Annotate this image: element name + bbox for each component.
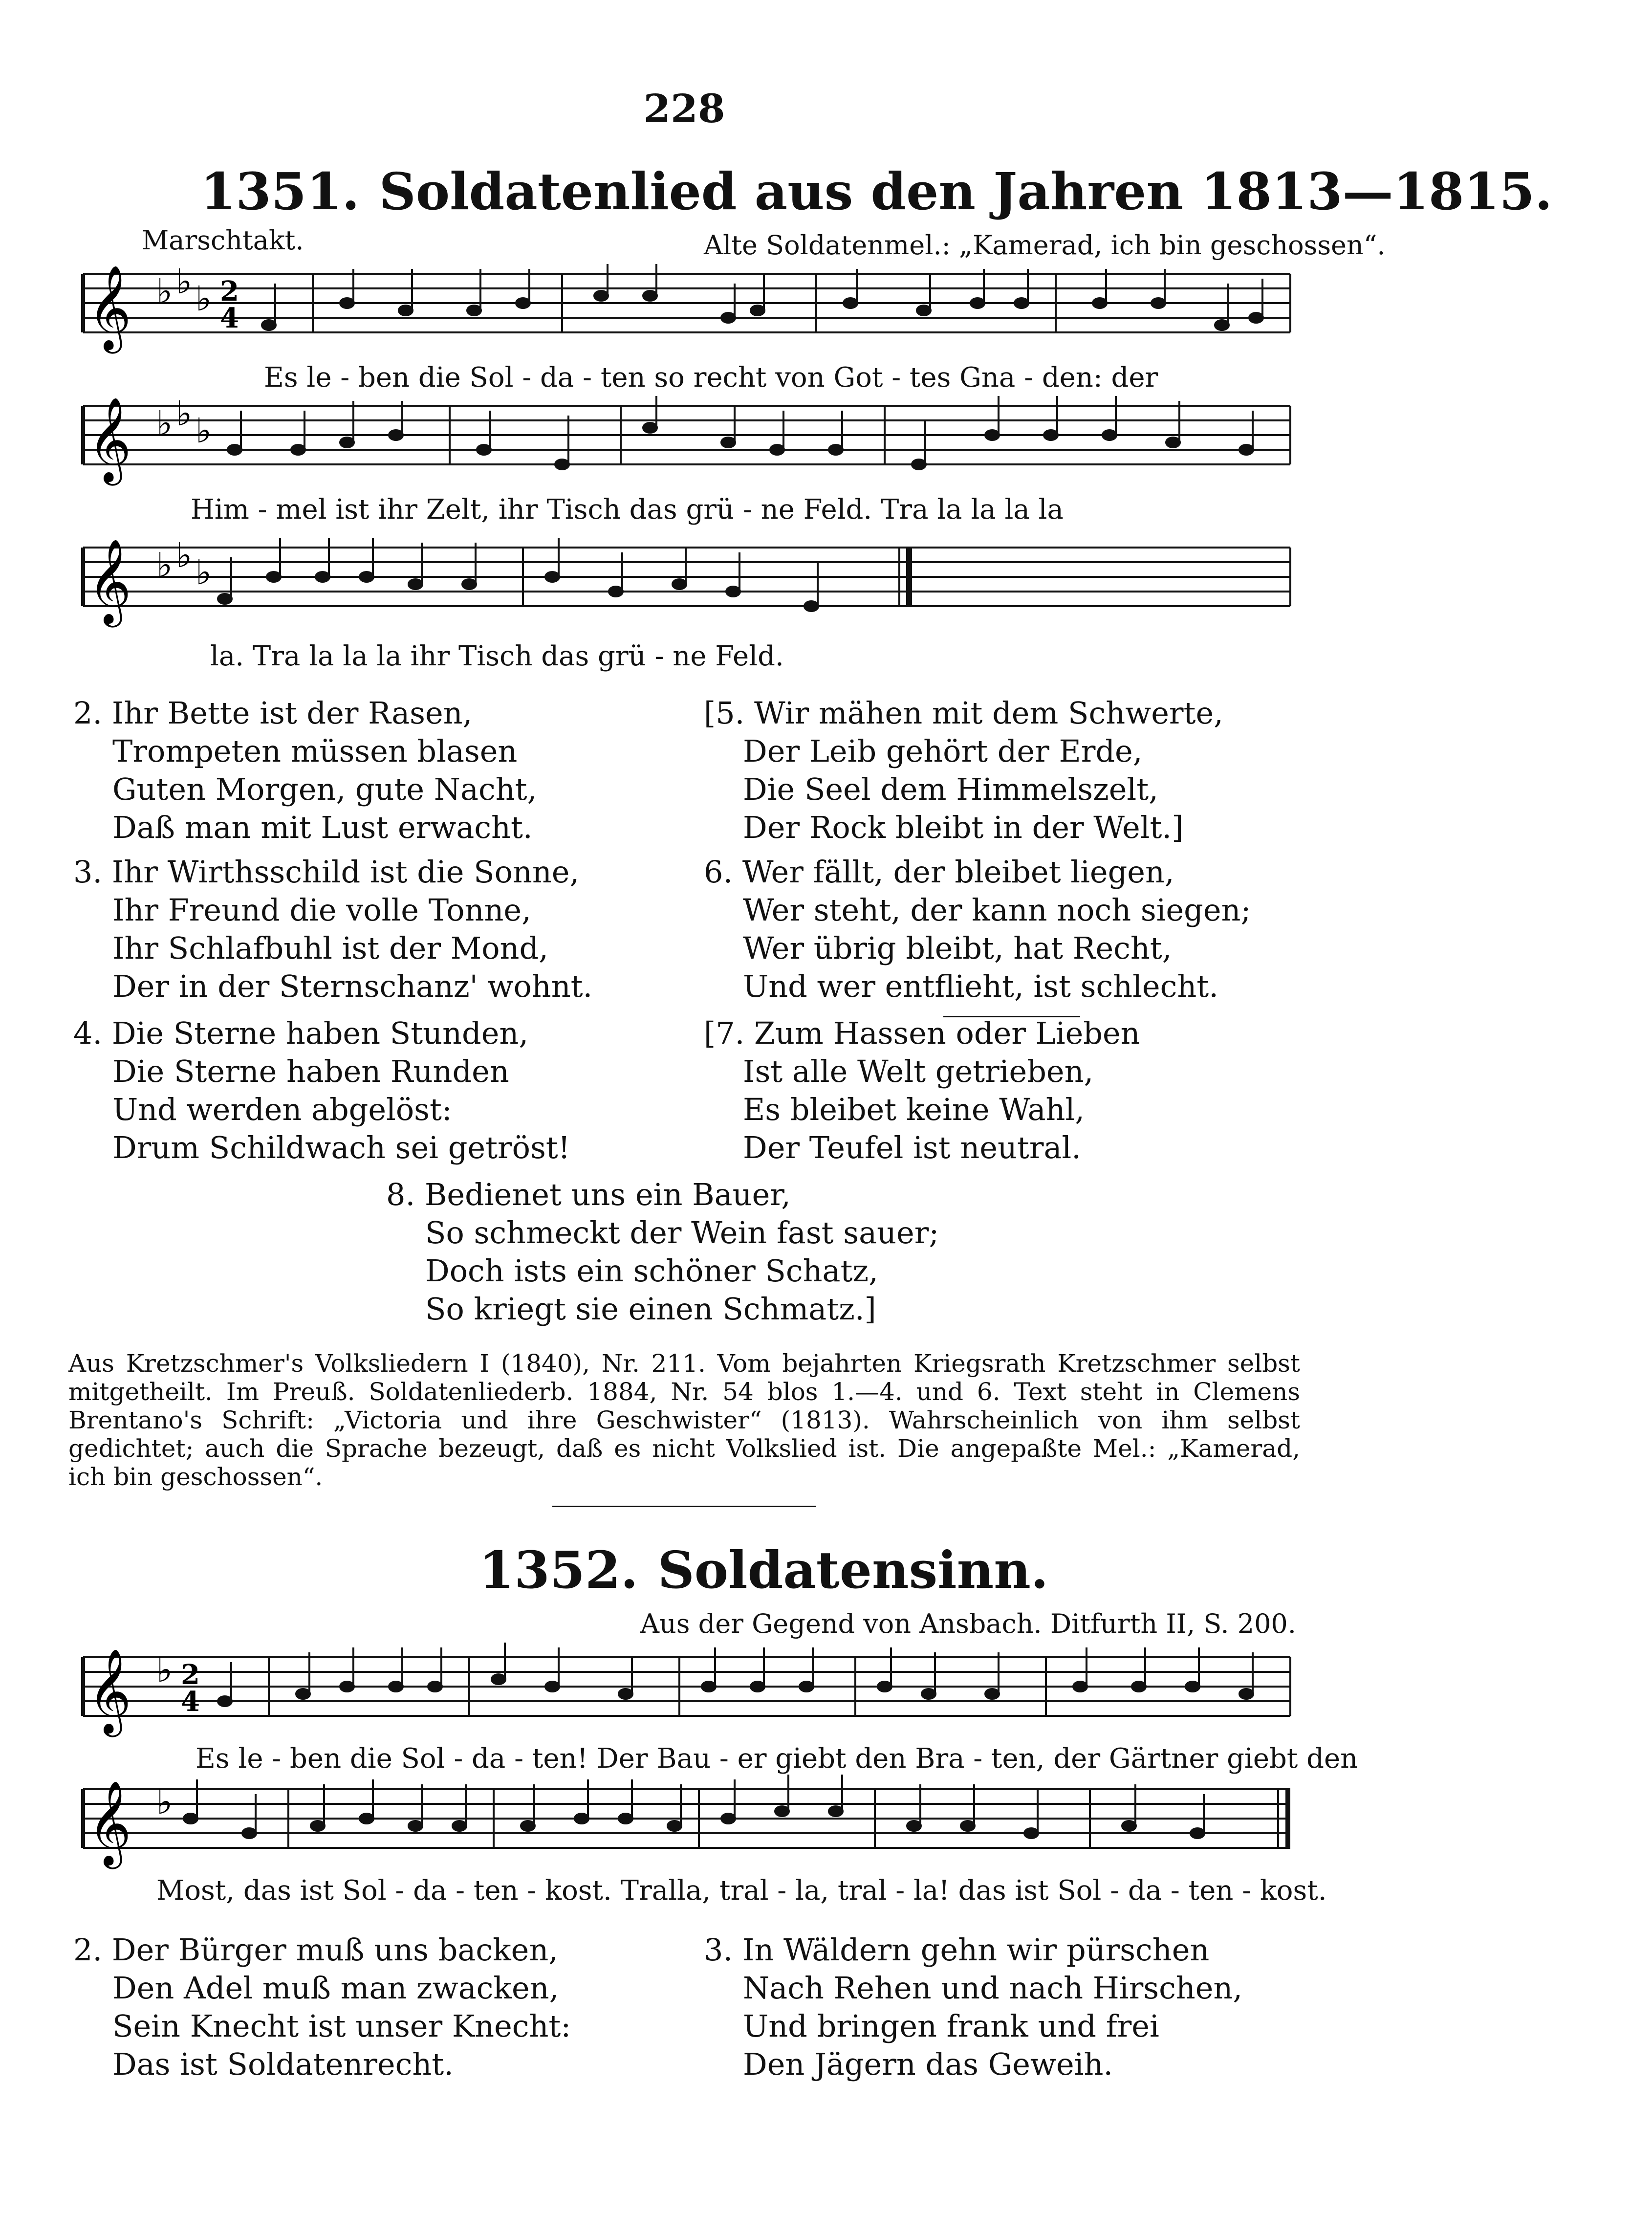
verse-line: Und werden abgelöst: <box>112 1092 452 1127</box>
lyrics-1352-line-2: Most, das ist Sol - da - ten - kost. Tralla, tral - la, tral - la! das ist Sol - da - ten - kost. <box>156 1875 1327 1907</box>
verse-1351-7 <box>704 1014 1140 1167</box>
svg-text:4: 4 <box>220 302 239 334</box>
verse-line: Guten Morgen, gute Nacht, <box>112 771 537 807</box>
verse-line: Ist alle Welt getrieben, <box>743 1053 1094 1089</box>
verse-1351-6 <box>704 853 1251 1006</box>
verse-line: Nach Rehen und nach Hirschen, <box>743 1970 1243 2006</box>
svg-text:♭: ♭ <box>156 271 173 311</box>
verse-line: Den Adel muß man zwacken, <box>112 1970 559 2006</box>
svg-text:2: 2 <box>181 1659 200 1691</box>
treble-clef-icon: 𝄞 <box>88 397 131 482</box>
verse-line: 6. Wer fällt, der bleibet liegen, <box>704 854 1174 890</box>
verse-line: Ihr Schlafbuhl ist der Mond, <box>112 930 548 966</box>
verse-line: 4. Die Sterne haben Stunden, <box>73 1015 529 1051</box>
verse-1351-5 <box>704 694 1223 847</box>
verse-line: 2. Der Bürger muß uns backen, <box>73 1932 558 1968</box>
verse-line: So schmeckt der Wein fast sauer; <box>425 1215 939 1251</box>
verse-line: Trompeten müssen blasen <box>112 733 518 769</box>
verse-line: Daß man mit Lust erwacht. <box>112 810 533 845</box>
music-staff-3 <box>73 528 1295 626</box>
svg-text:4: 4 <box>181 1686 200 1718</box>
treble-clef-icon: 𝄞 <box>88 265 131 350</box>
song-1352-number: 1352. <box>479 1540 638 1600</box>
svg-text:♭: ♭ <box>196 552 212 592</box>
svg-text:♭: ♭ <box>196 411 212 451</box>
lyrics-1351-line-1: Es le - ben die Sol - da - ten so recht von Got - tes Gna - den: der <box>264 362 1158 394</box>
lyrics-1352-line-1: Es le - ben die Sol - da - ten! Der Bau - er giebt den Bra - ten, der Gärtner giebt den <box>196 1743 1358 1775</box>
verse-line: [7. Zum Hassen oder Lieben <box>704 1015 1140 1051</box>
treble-clef-icon: 𝄞 <box>88 1780 131 1865</box>
verse-line: 3. In Wäldern gehn wir pürschen <box>704 1932 1210 1968</box>
song-1351-number: 1351. <box>200 161 360 221</box>
song-1352-origin: Aus der Gegend von Ansbach. Ditfurth II, S. 200. <box>640 1608 1296 1639</box>
music-staff-1 <box>73 254 1295 352</box>
song-1351-heading <box>200 161 1553 221</box>
svg-text:♭: ♭ <box>156 1650 173 1690</box>
verse-line: Der in der Sternschanz' wohnt. <box>112 968 593 1004</box>
music-staff-2 <box>73 386 1295 484</box>
treble-clef-icon: 𝄞 <box>88 539 131 624</box>
verse-1352-2 <box>73 1931 571 2084</box>
song-1352-title: Soldatensinn. <box>657 1540 1049 1600</box>
svg-text:♭: ♭ <box>196 279 212 319</box>
verse-line: 2. Ihr Bette ist der Rasen, <box>73 695 473 731</box>
treble-clef-icon: 𝄞 <box>88 1648 131 1733</box>
svg-text:♭: ♭ <box>156 403 173 443</box>
verse-line: Und bringen frank und frei <box>743 2008 1159 2044</box>
verse-line: Ihr Freund die volle Tonne, <box>112 892 531 928</box>
verse-1351-3 <box>73 853 592 1006</box>
verse-line: Den Jägern das Geweih. <box>743 2046 1113 2082</box>
verse-line: Und wer entflieht, ist schlecht. <box>743 968 1218 1004</box>
verse-1351-4 <box>73 1014 570 1167</box>
music-staff-5 <box>73 1770 1295 1867</box>
lyrics-1351-line-2: Him - mel ist ihr Zelt, ihr Tisch das grü - ne Feld. Tra la la la la <box>191 494 1064 526</box>
verse-line: Doch ists ein schöner Schatz, <box>425 1253 878 1289</box>
verse-line: Der Rock bleibt in der Welt.] <box>743 810 1184 845</box>
page-number: 228 <box>643 86 725 132</box>
verse-line: Wer steht, der kann noch siegen; <box>743 892 1251 928</box>
verse-line: Die Sterne haben Runden <box>112 1053 509 1089</box>
verse-line: Die Seel dem Himmelszelt, <box>743 771 1158 807</box>
tempo-marking: Marschtakt. <box>142 225 304 256</box>
verse-1351-2 <box>73 694 537 847</box>
song-1351-title: Soldatenlied aus den Jahren 1813—1815. <box>379 161 1553 221</box>
verse-line: Das ist Soldatenrecht. <box>112 2046 454 2082</box>
verse-line: Der Teufel ist neutral. <box>743 1130 1081 1165</box>
verse-line: Der Leib gehört der Erde, <box>743 733 1143 769</box>
verse-1352-3 <box>704 1931 1242 2084</box>
verse-line: Drum Schildwach sei getröst! <box>112 1130 570 1165</box>
svg-text:♭: ♭ <box>176 262 193 302</box>
svg-text:♭: ♭ <box>156 545 173 585</box>
verse-line: [5. Wir mähen mit dem Schwerte, <box>704 695 1223 731</box>
verse-line: 3. Ihr Wirthsschild ist die Sonne, <box>73 854 580 890</box>
source-note-1351: Aus Kretzschmer's Volksliedern I (1840), Nr. 211. Vom bejahrten Kriegsrath Kretzschmer selbst mitgetheilt. Im Preuß. Soldatenliederb. 1884, Nr. 54 blos 1.—4. und 6. Text steht in Clemens Brentano's Schrift: „Victoria und ihre Geschwister“ (1813). Wahrscheinlich von ihm selbst gedichtet; auch die Sprache bezeugt, daß es nicht Volkslied ist. Die angepaßte Mel.: „Kamerad, ich bin geschossen“. <box>68 1349 1300 1491</box>
lyrics-1351-line-3: la. Tra la la la ihr Tisch das grü - ne Feld. <box>210 640 784 672</box>
verse-line: Sein Knecht ist unser Knecht: <box>112 2008 571 2044</box>
verse-line: Wer übrig bleibt, hat Recht, <box>743 930 1172 966</box>
music-staff-4 <box>73 1638 1295 1735</box>
verse-1351-8 <box>386 1176 939 1328</box>
svg-text:♭: ♭ <box>156 1782 173 1822</box>
verse-line: Es bleibet keine Wahl, <box>743 1092 1085 1127</box>
melody-reference: Alte Soldatenmel.: „Kamerad, ich bin geschossen“. <box>704 230 1386 261</box>
svg-text:♭: ♭ <box>176 535 193 575</box>
svg-text:2: 2 <box>220 275 239 307</box>
verse-line: 8. Bedienet uns ein Bauer, <box>386 1177 791 1212</box>
svg-text:♭: ♭ <box>176 394 193 434</box>
song-1352-heading <box>479 1540 1652 1600</box>
section-divider <box>552 1506 816 1507</box>
verse-line: So kriegt sie einen Schmatz.] <box>425 1291 876 1327</box>
